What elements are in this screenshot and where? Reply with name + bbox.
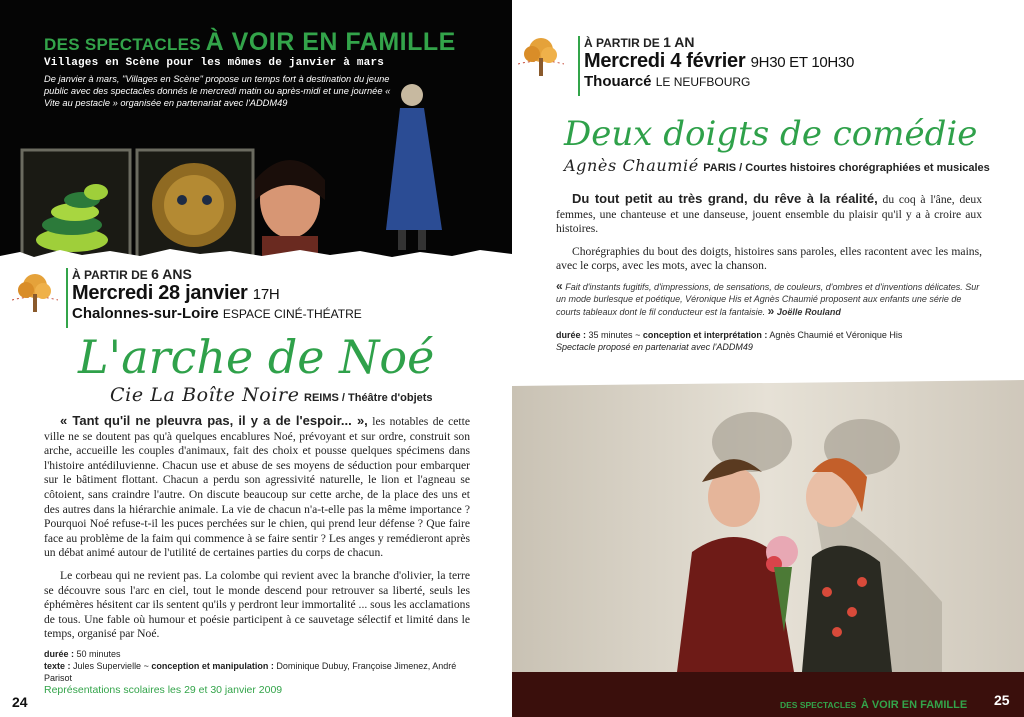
duration-value: 50 minutes	[76, 649, 121, 659]
credits-block	[556, 329, 996, 353]
date-line	[72, 282, 362, 305]
authors-line: texte : Jules Supervielle ~ conception et manipulation : Dominique Dubuy, Françoise Jimenez, André Parisot	[44, 661, 457, 683]
company-meta: PARIS / Courtes histoires chorégraphiées et musicales	[703, 162, 990, 174]
duration-line: durée : 35 minutes ~ conception et interprétation : Agnès Chaumié et Véronique His	[556, 330, 903, 340]
tree-icon	[518, 34, 564, 80]
age-prefix: À PARTIR DE	[72, 268, 148, 282]
stage-photo	[512, 372, 1024, 717]
right-page	[512, 0, 1024, 717]
hero-photo	[0, 0, 512, 262]
age-line	[584, 34, 854, 50]
series-title: À VOIR EN FAMILLE	[205, 28, 456, 56]
company-name: Cie La Boîte Noire	[110, 384, 300, 406]
performers-photo	[512, 372, 1024, 717]
torn-edge	[0, 242, 512, 262]
series-heading	[44, 28, 456, 57]
show-title: L'arche de Noé	[78, 330, 435, 384]
article-body	[44, 414, 470, 642]
place-line	[72, 305, 362, 322]
quote-author: Joëlle Rouland	[776, 307, 841, 317]
festival-intro-block	[44, 57, 394, 109]
paragraph-1	[44, 414, 470, 561]
press-quote: « Fait d'instants fugitifs, d'impressions, de sensations, de couleurs, d'ombres et d'inventions délicates. Sur un mode burlesque et poétique, Véronique His et Agnès Chaumié proposent aux enfants une série de courts tableaux dont le fil conducteur est la fantaisie. » Joëlle Rouland	[556, 279, 980, 318]
event-town: Chalonnes-sur-Loire	[72, 305, 219, 322]
festival-line: Villages en Scène pour les mômes de janvier à mars	[44, 57, 385, 69]
show-title: Deux doigts de comédie	[564, 114, 978, 154]
paragraph-1-text: les notables de cette ville ne se doutent pas qu'à quelques encablures Noé, prévoyant et sur ordre, construit son arche, accueille les couples d'animaux, fait des choix et pousse quelques spécimens dans l'histoire antédiluvienne. Chacun use et abuse de ses moyens de séduction pour embarquer sur le bâtiment flottant. Chacun a perdu son agressivité naturelle, le lion et l'agneau se côtoient, sans craindre l'autre. On discute beaucoup sur cette arche, de la place des uns et des autres dans la hiérarchie animale. La vie de chacun n'a-t-elle pas la même importance ? Pourquoi Noé refuse-t-il les puces perchées sur le chien, qui prend leur défense ? Que faire face au problème de la faim qui commence à se faire sentir ? Les anges y remédieront après un débat animé autour de l'utilité de certaines parties du corps de chacun.	[44, 415, 470, 560]
age-line	[72, 266, 362, 282]
event-time: 9H30 ET 10H30	[750, 54, 855, 71]
paragraph-1	[556, 192, 982, 237]
age-value: 6 ANS	[151, 266, 192, 282]
footer-series	[780, 695, 967, 713]
tree-icon	[12, 270, 58, 316]
festival-intro: De janvier à mars, "Villages en Scène" propose un temps fort à destination du jeune public avec des spectacles donnés le mercredi matin ou après-midi et une journée « Vite au pestacle » organisée en partenariat avec l'ADDM49	[44, 74, 391, 108]
company-meta: REIMS / Théâtre d'objets	[304, 392, 433, 404]
place-line	[584, 73, 854, 90]
event-date: Mercredi 4 février	[584, 50, 746, 72]
footer-title: À VOIR EN FAMILLE	[860, 699, 968, 711]
quote-text: Fait d'instants fugitifs, d'impressions, de sensations, de couleurs, d'ombres et d'inventions délicates. Sur un mode burlesque et poétique, Véronique His et Agnès Chaumié proposent aux enfants une série de courts tableaux dont le fil conducteur est la fantaisie.	[556, 282, 980, 317]
date-line	[584, 50, 854, 73]
paragraph-1-text: du coq à l'âne, deux femmes, une chanteuse et une danseuse, jouent ensemble du plaisir qu'il y a à croire aux histoires.	[556, 193, 982, 236]
duration-line: durée : 50 minutes	[44, 649, 121, 659]
event-info-right	[584, 34, 854, 90]
paragraph-2: Le corbeau qui ne revient pas. La colombe qui revient avec la branche d'olivier, la terre se découvre sous l'arc en ciel, tout le monde descend pour retrouver sa liberté, seuls les éphémères hésitent car ils sentent qu'ils y perdront leur immortalité ... sous les acclamations de tous. Une fable où humour et poésie participent à ce sauvetage sélectif et limité dans le temps, organisé par Noé.	[44, 568, 470, 641]
lead-quote: Du tout petit au très grand, du rêve à la réalité,	[572, 191, 878, 206]
page-number-right: 25	[994, 692, 1010, 708]
series-prefix: DES SPECTACLES	[44, 35, 201, 54]
credits-block	[44, 648, 484, 696]
paragraph-2: Chorégraphies du bout des doigts, histoires sans paroles, elles racontent avec les mains, avec le corps, avec les mots, avec la chanson.	[556, 244, 982, 273]
company-line	[110, 384, 433, 406]
company-name: Agnès Chaumié	[564, 156, 699, 175]
company-line	[564, 156, 990, 176]
age-prefix: À PARTIR DE	[584, 36, 660, 50]
age-value: 1 AN	[663, 34, 695, 50]
event-venue: LE NEUFBOURG	[655, 75, 751, 89]
partner-line: Spectacle proposé en partenariat avec l'ADDM49	[556, 342, 753, 352]
event-town: Thouarcé	[584, 73, 652, 90]
school-line: Représentations scolaires les 29 et 30 janvier 2009	[44, 684, 283, 696]
event-time: 17H	[252, 286, 280, 303]
page-number-left: 24	[12, 694, 28, 710]
event-info-left	[72, 266, 362, 322]
lead-quote: « Tant qu'il ne pleuvra pas, il y a de l'espoir... »,	[60, 413, 368, 428]
event-date: Mercredi 28 janvier	[72, 282, 248, 304]
event-venue: ESPACE CINÉ-THÉATRE	[222, 307, 362, 321]
footer-prefix: DES SPECTACLES	[780, 700, 857, 710]
article-body	[556, 192, 982, 274]
